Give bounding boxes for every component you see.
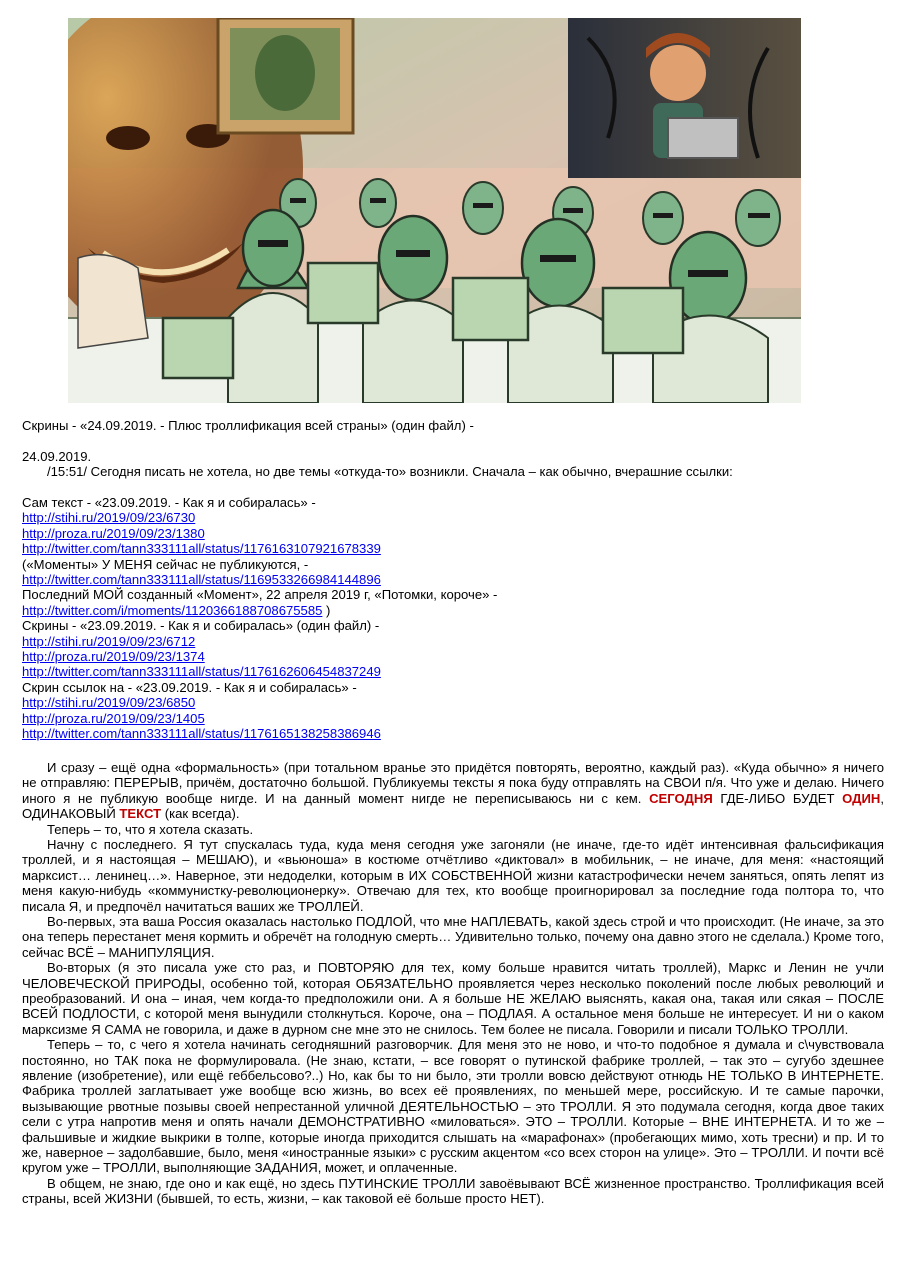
emphasis-text: ТЕКСТ [119, 806, 162, 822]
paragraph-first: Во-первых, эта ваша Россия оказалась настолько ПОДЛОЙ, что мне НАПЛЕВАТЬ, какой здесь строй и что происходит. (Не иначе, за это она теперь перестанет меня кормить и обречёт на голодную смерть… Удивительно только, почему она давно этого не сделала.) Кроме того, сейчас ВСЁ – МАНИПУЛЯЦИЯ. [22, 913, 884, 960]
link-moments[interactable]: http://twitter.com/tann333111all/status/1169533266984144896 [22, 572, 381, 588]
caption: Скрины - «24.09.2019. - Плюс троллификация всей страны» (один файл) - [22, 418, 474, 433]
paragraph-trolls: Теперь – то, с чего я хотела начинать сегодняшний разговорчик. Для меня это не ново, и что-то подобное я думала и с\чувствовала постоянно, но ТАК пока не формулировала. (Не знаю, кстати, – все говорят о путинской фабрике троллей, – так это – сугубо здешнее явление (изобретение), или ещё геббельсово?..) Но, как бы то ни было, эти тролли вовсю действуют отнюдь НЕ ТОЛЬКО В ИНТЕРНЕТЕ. Фабрика троллей заглатывает уже вообще всю жизнь, во всех её проявлениях, по меньшей мере, российскую. И те самые парочки, вызывающие рвотные позывы своей непрестанной уличной ДЕЯТЕЛЬНОСТЬЮ – это ТРОЛЛИ. Я это подумала сегодня, когда двое таких сели с утра напротив меня и опять начали ДЕМОНСТРАТИВНО «миловаться». ЭТО – ТРОЛЛИ. Которые – ВНЕ ИНТЕРНЕТА. И то же – фальшивые и жидкие выкрики в толпе, которые иногда приходится слышать на «марафонах» (пробегающих мимо, хоть тресни) и пр. И то же, наверное – задолбавшие, было, меня «иностранные языки» с русским акцентом «со всех сторон на улице». Это – ТРОЛЛИ. И почти всё кругом уже – ТРОЛЛИ, выполняющие ЗАДАНИЯ, может, и оплаченные. [22, 1037, 884, 1176]
link-screens-stihi[interactable]: http://stihi.ru/2019/09/23/6712 [22, 633, 196, 649]
link-screen-links-twitter[interactable]: http://twitter.com/tann333111all/status/1176165138258386946 [22, 726, 381, 742]
troll-factory-illustration [68, 18, 801, 403]
link-last-moment[interactable]: http://twitter.com/i/moments/1120366188708675585 [22, 602, 323, 618]
moments-label: («Моменты» У МЕНЯ сейчас не публикуются, - [22, 556, 309, 572]
paragraph-now: Теперь – то, что я хотела сказать. [47, 821, 254, 837]
header-illustration [68, 18, 801, 403]
link-screens-proza[interactable]: http://proza.ru/2019/09/23/1374 [22, 649, 205, 665]
spacer [22, 480, 884, 495]
link-screen-links-stihi[interactable]: http://stihi.ru/2019/09/23/6850 [22, 695, 196, 711]
link-screen-links-proza[interactable]: http://proza.ru/2019/09/23/1405 [22, 710, 205, 726]
text-label: Сам текст - «23.09.2019. - Как я и собиралась» - [22, 495, 316, 510]
screen-links-label: Скрин ссылок на - «23.09.2019. - Как я и собиралась» - [22, 679, 357, 695]
link-twitter[interactable]: http://twitter.com/tann333111all/status/1176163107921678339 [22, 541, 381, 557]
paragraph-second: Во-вторых (я это писала уже сто раз, и ПОВТОРЯЮ для тех, кому больше нравится читать троллей), Маркс и Ленин не учли ЧЕЛОВЕЧЕСКОЙ ПРИРОДЫ, особенно той, которая ОБЯЗАТЕЛЬНО проявляется через несколько поколений после любых революций и преобразований. И она – иная, чем когда-то предположили они. А я больше НЕ ЖЕЛАЮ выяснять, какая она, такая или сякая – ПОСЛЕ ВСЕЙ ПОДЛОСТИ, с которой меня вынудили столкнуться. Короче, она – ПОДЛАЯ. А остальное меня больше не интересует. И ни о каком марксизме Я САМА не говорила, и даже в дурном сне мне это не снилось. Тем более не писала. Говорили и писали ТОЛЬКО ТРОЛЛИ. [22, 960, 884, 1037]
spacer [22, 742, 884, 757]
screens-label: Скрины - «23.09.2019. - Как я и собиралась» (один файл) - [22, 618, 380, 634]
link-tail: ) [322, 602, 331, 618]
intro-line: /15:51/ Сегодня писать не хотела, но две темы «откуда-то» возникли. Сначала – как обычно, вчерашние ссылки: [47, 464, 733, 480]
last-moment-label: Последний МОЙ созданный «Момент», 22 апреля 2019 г, «Потомки, короче» - [22, 587, 498, 603]
date-line: 24.09.2019. [22, 448, 92, 464]
emphasis-one: ОДИН [842, 790, 881, 806]
link-stihi[interactable]: http://stihi.ru/2019/09/23/6730 [22, 510, 196, 526]
document-body [22, 418, 884, 1207]
paragraph-formality: И сразу – ещё одна «формальность» (при тотальном вранье это придётся повторять, вероятно, каждый раз). «Куда обычно» я ничего не отправляю: ПЕРЕРЫВ, причём, достаточно большой. Публикуемы тексты я пока буду отправлять на СВОИ п/я. Что уже и делаю. Ничего иного я не публикую вообще нигде. И на данный момент нигде не переписываюсь ни с кем. СЕГОДНЯ ГДЕ-ЛИБО БУДЕТ ОДИН, ОДИНАКОВЫЙ ТЕКСТ (как всегда). [22, 759, 884, 822]
spacer [22, 433, 884, 448]
link-proza[interactable]: http://proza.ru/2019/09/23/1380 [22, 525, 205, 541]
link-screens-twitter[interactable]: http://twitter.com/tann333111all/status/1176162606454837249 [22, 664, 381, 680]
emphasis-today: СЕГОДНЯ [649, 790, 713, 806]
paragraph-conclusion: В общем, не знаю, где оно и как ещё, но здесь ПУТИНСКИЕ ТРОЛЛИ завоёвывают ВСЁ жизненное пространство. Троллификация всей страны, всей ЖИЗНИ (бывшей, то есть, жизни, – как таковой её больше просто НЕТ). [22, 1175, 884, 1207]
paragraph-last: Начну с последнего. Я тут спускалась туда, куда меня сегодня уже загоняли (не иначе, где-то идёт интенсивная фальсификация троллей, и я настоящая – МЕШАЮ), и «вьюноша» в костюме отчётливо «диктовал» в мобильник, – не иначе, для меня: «настоящий марксист… ленинец…». Наверное, эти недоделки, которым в ИХ СОБСТВЕННОЙ жизни катастрофически нечем заняться, опять лепят из меня какую-нибудь «коммунистку-революционерку». Отвечаю для тех, кто вообще проигнорировал за последние года полтора то, что писала Я, и предпочёл начитаться ваших же ТРОЛЛЕЙ. [22, 836, 884, 914]
